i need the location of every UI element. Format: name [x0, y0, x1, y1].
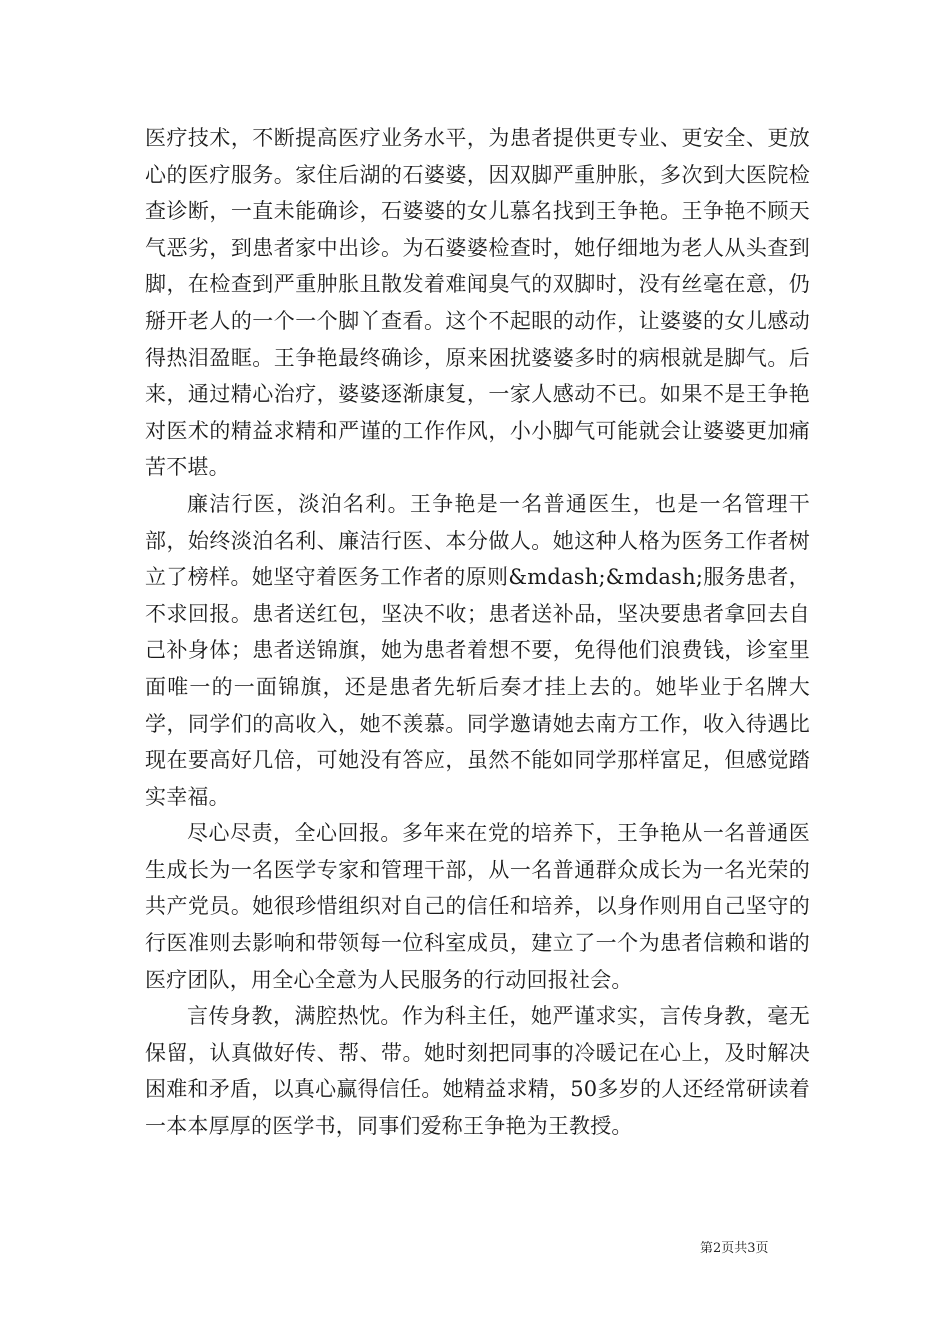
paragraph-mentorship: 言传身教，满腔热忱。作为科主任，她严谨求实，言传身教，毫无保留，认真做好传、帮、带。她时刻把同事的冷暖记在心上，及时解决困难和矛盾，以真心赢得信任。她精益求精，50多岁的人还经常研读着一本本厚厚的医学书，同事们爱称王争艳为王教授。	[145, 1004, 810, 1139]
document-body	[145, 120, 810, 1145]
paragraph-continuation: 医疗技术，不断提高医疗业务水平，为患者提供更专业、更安全、更放心的医疗服务。家住后湖的石婆婆，因双脚严重肿胀，多次到大医院检查诊断，一直未能确诊，石婆婆的女儿慕名找到王争艳。王争艳不顾天气恶劣，到患者家中出诊。为石婆婆检查时，她仔细地为老人从头查到脚，在检查到严重肿胀且散发着难闻臭气的双脚时，没有丝毫在意，仍掰开老人的一个一个脚丫查看。这个不起眼的动作，让婆婆的女儿感动得热泪盈眶。王争艳最终确诊，原来困扰婆婆多时的病根就是脚气。后来，通过精心治疗，婆婆逐渐康复，一家人感动不已。如果不是王争艳对医术的精益求精和严谨的工作作风，小小脚气可能就会让婆婆更加痛苦不堪。	[145, 126, 810, 480]
paragraph-integrity: 廉洁行医，淡泊名利。王争艳是一名普通医生，也是一名管理干部，始终淡泊名利、廉洁行医、本分做人。她这种人格为医务工作者树立了榜样。她坚守着医务工作者的原则&mdash;&mdash;服务患者，不求回报。患者送红包，坚决不收；患者送补品，坚决要患者拿回去自己补身体；患者送锦旗，她为患者着想不要，免得他们浪费钱，诊室里面唯一的一面锦旗，还是患者先斩后奏才挂上去的。她毕业于名牌大学，同学们的高收入，她不羡慕。同学邀请她去南方工作，收入待遇比现在要高好几倍，可她没有答应，虽然不能如同学那样富足，但感觉踏实幸福。	[145, 491, 810, 809]
page-number-footer: 第2页共3页	[700, 1241, 769, 1256]
paragraph-dedication: 尽心尽责，全心回报。多年来在党的培养下，王争艳从一名普通医生成长为一名医学专家和管理干部，从一名普通群众成长为一名光荣的共产党员。她很珍惜组织对自己的信任和培养，以身作则用自己坚守的行医准则去影响和带领每一位科室成员，建立了一个为患者信赖和谐的医疗团队，用全心全意为人民服务的行动回报社会。	[145, 821, 810, 992]
